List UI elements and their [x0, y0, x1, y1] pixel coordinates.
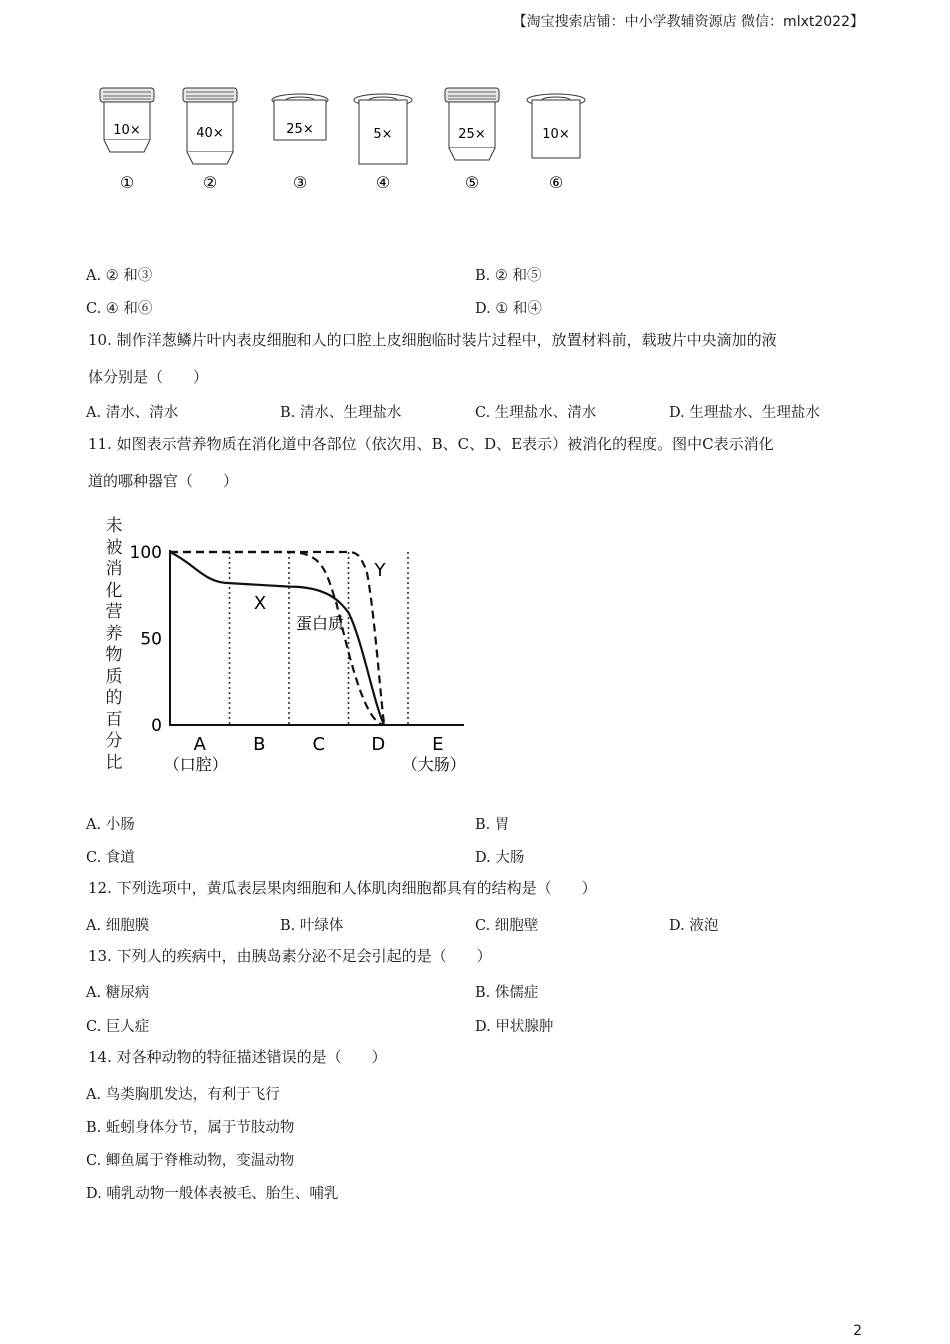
lens-number: ⑥: [548, 173, 564, 192]
q11-text-line2: 道的哪种器官（ ）: [88, 472, 239, 490]
lens-label: 40×: [196, 126, 224, 141]
lens-label: 5×: [373, 127, 393, 142]
q14-option-b: B. 蚯蚓身体分节，属于节肢动物: [86, 1120, 295, 1136]
lens-number: ①: [119, 173, 135, 192]
q13-option-c: C. 巨人症: [86, 1019, 150, 1035]
series-line-3: [170, 552, 384, 725]
category-label: D: [371, 734, 386, 755]
lens-label: 10×: [542, 127, 570, 142]
lens-5: [445, 88, 499, 192]
chart-y-axis-label: 未被消化营养物质的百分比: [105, 516, 123, 773]
q13-option-d: D. 甲状腺肿: [475, 1019, 554, 1035]
lens-2: [183, 88, 237, 192]
digestion-chart: [100, 512, 490, 782]
series-line-1: [170, 552, 384, 725]
lens-label: 10×: [113, 123, 141, 138]
q13-option-a: A. 糖尿病: [86, 985, 150, 1001]
category-label: A: [193, 734, 206, 755]
category-label: E: [432, 734, 444, 755]
category-label: B: [253, 734, 266, 755]
q9-option-d: D. ① 和④: [475, 301, 542, 317]
lens-number: ⑤: [464, 173, 480, 192]
q11-text-line1: 11. 如图表示营养物质在消化道中各部位（依次用、B、C、D、E表示）被消化的程度。图中C表示消化: [88, 435, 774, 453]
category-label: C: [312, 734, 326, 755]
q10-option-a: A. 清水、清水: [86, 405, 179, 421]
lens-number: ③: [292, 173, 308, 192]
q9-option-c: C. ④ 和⑥: [86, 301, 153, 317]
q10-option-d: D. 生理盐水、生理盐水: [669, 405, 820, 421]
lens-4: [354, 94, 412, 192]
q10-option-b: B. 清水、生理盐水: [280, 405, 402, 421]
y-tick-label: 0: [151, 716, 162, 736]
lens-label: 25×: [458, 127, 486, 142]
lens-6: [527, 94, 585, 192]
lens-label: 25×: [286, 122, 314, 137]
q12-option-b: B. 叶绿体: [280, 918, 344, 934]
q10-text-line1: 10. 制作洋葱鳞片叶内表皮细胞和人的口腔上皮细胞临时装片过程中，放置材料前，载玻片中央滴加的液: [88, 331, 777, 349]
q10-option-c: C. 生理盐水、清水: [475, 405, 597, 421]
q12-option-c: C. 细胞壁: [475, 918, 539, 934]
q14-option-a: A. 鸟类胸肌发达，有利于飞行: [86, 1087, 280, 1103]
q11-option-d: D. 大肠: [475, 850, 525, 866]
q14-option-c: C. 鲫鱼属于脊椎动物，变温动物: [86, 1153, 295, 1169]
y-tick-label: 100: [129, 543, 162, 563]
q14-option-d: D. 哺乳动物一般体表被毛、胎生、哺乳: [86, 1186, 339, 1202]
q11-option-b: B. 胃: [475, 817, 510, 833]
category-note: （口腔）: [163, 755, 228, 774]
y-tick-label: 50: [140, 629, 162, 650]
lens-number: ②: [202, 173, 218, 192]
chart-canvas: [100, 512, 490, 782]
q13-text: 13. 下列人的疾病中，由胰岛素分泌不足会引起的是（ ）: [88, 947, 492, 965]
series-label: Y: [374, 560, 386, 581]
q11-option-a: A. 小肠: [86, 817, 135, 833]
lens-3: [272, 94, 328, 192]
series-line-2: [170, 552, 384, 725]
q10-text-line2: 体分别是（ ）: [88, 368, 209, 386]
page-header: 【淘宝搜索店铺：中小学教辅资源店 微信：mlxt2022】: [512, 14, 864, 30]
q12-option-d: D. 液泡: [669, 918, 719, 934]
q13-option-b: B. 侏儒症: [475, 985, 539, 1001]
q12-option-a: A. 细胞膜: [86, 918, 150, 934]
series-label: X: [253, 593, 267, 614]
lens-number: ④: [375, 173, 391, 192]
category-note: （大肠）: [401, 755, 466, 774]
q11-option-c: C. 食道: [86, 850, 135, 866]
q9-option-b: B. ② 和⑤: [475, 268, 542, 284]
q9-option-a: A. ② 和③: [86, 268, 153, 284]
q14-text: 14. 对各种动物的特征描述错误的是（ ）: [88, 1048, 387, 1066]
q12-text: 12. 下列选项中，黄瓜表层果肉细胞和人体肌肉细胞都具有的结构是（ ）: [88, 879, 597, 897]
page-number: 2: [853, 1323, 862, 1339]
lens-1: [100, 88, 154, 192]
series-label: 蛋白质: [295, 614, 345, 633]
microscope-lens-figure: [95, 82, 595, 197]
